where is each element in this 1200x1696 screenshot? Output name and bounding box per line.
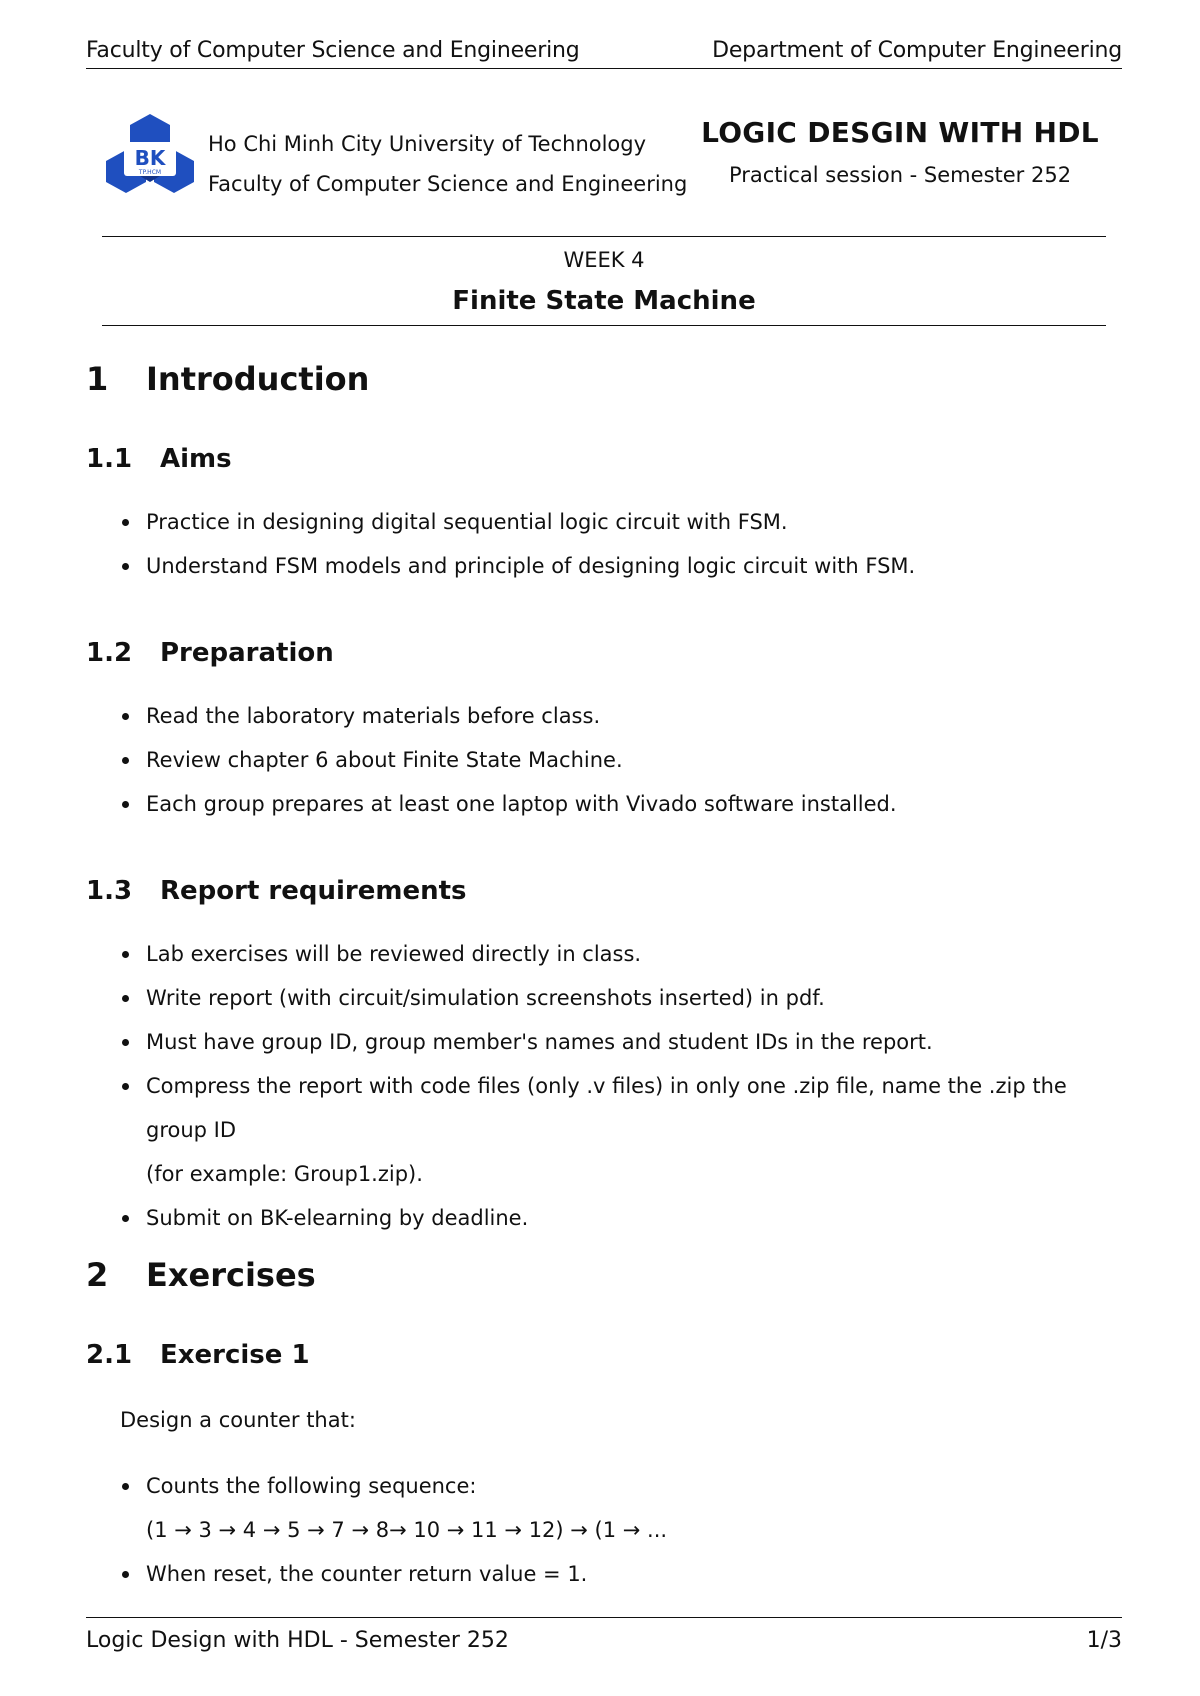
list-item: Write report (with circuit/simulation screenshots inserted) in pdf. xyxy=(118,976,1128,1020)
faculty-name: Faculty of Computer Science and Engineering xyxy=(208,172,688,196)
list-item xyxy=(118,1464,1128,1552)
footer-rule xyxy=(86,1617,1122,1618)
institution-block xyxy=(208,124,687,204)
list-item-line: Counts the following sequence: xyxy=(146,1474,477,1498)
title-rule-bottom xyxy=(102,325,1106,326)
subsection-preparation-heading xyxy=(86,638,334,668)
subsection-exercise1-heading xyxy=(86,1340,310,1370)
university-logo-icon xyxy=(104,112,196,204)
list-item xyxy=(118,1064,1128,1196)
section-number: 1 xyxy=(86,360,109,398)
preparation-list xyxy=(118,694,1128,826)
header-rule xyxy=(86,68,1122,69)
section-number: 2 xyxy=(86,1256,109,1294)
logo-text: BK xyxy=(134,146,166,170)
subsection-title: Preparation xyxy=(160,638,334,668)
subsection-number: 1.2 xyxy=(86,638,133,668)
section-introduction-heading xyxy=(86,360,369,398)
subsection-number: 2.1 xyxy=(86,1340,133,1370)
subsection-number: 1.1 xyxy=(86,444,133,474)
course-subtitle: Practical session - Semester 252 xyxy=(728,163,1072,187)
exercise1-list xyxy=(118,1464,1128,1596)
list-item: Read the laboratory materials before class. xyxy=(118,694,1128,738)
page-number: 1/3 xyxy=(1086,1628,1122,1653)
report-list xyxy=(118,932,1128,1240)
list-item: Each group prepares at least one laptop with Vivado software installed. xyxy=(118,782,1128,826)
running-footer xyxy=(86,1628,1122,1653)
subsection-title: Aims xyxy=(160,444,232,474)
title-rule-top xyxy=(102,236,1106,237)
course-title: LOGIC DESGIN WITH HDL xyxy=(701,116,1099,149)
week-label: WEEK 4 xyxy=(563,248,645,272)
list-item: Understand FSM models and principle of designing logic circuit with FSM. xyxy=(118,544,1128,588)
course-block xyxy=(700,116,1100,187)
header-faculty: Faculty of Computer Science and Engineering xyxy=(86,38,580,63)
running-header xyxy=(86,38,1122,63)
subsection-report-heading xyxy=(86,876,467,906)
list-item: Must have group ID, group member's names and student IDs in the report. xyxy=(118,1020,1128,1064)
counter-sequence: (1 → 3 → 4 → 5 → 7 → 8→ 10 → 11 → 12) → (1 → ... xyxy=(146,1518,668,1542)
subsection-title: Exercise 1 xyxy=(160,1340,310,1370)
list-item: Review chapter 6 about Finite State Machine. xyxy=(118,738,1128,782)
exercise1-intro: Design a counter that: xyxy=(120,1408,356,1432)
subsection-title: Report requirements xyxy=(160,876,467,906)
list-item: Submit on BK-elearning by deadline. xyxy=(118,1196,1128,1240)
list-item: When reset, the counter return value = 1. xyxy=(118,1552,1128,1596)
list-item: Practice in designing digital sequential logic circuit with FSM. xyxy=(118,500,1128,544)
section-title: Introduction xyxy=(146,360,370,398)
logo-subtext: TP.HCM xyxy=(138,169,162,176)
subsection-number: 1.3 xyxy=(86,876,133,906)
list-item-line: (for example: Group1.zip). xyxy=(146,1162,423,1186)
section-title: Exercises xyxy=(146,1256,316,1294)
footer-course: Logic Design with HDL - Semester 252 xyxy=(86,1628,509,1653)
list-item-line: Compress the report with code files (only .v files) in only one .zip file, name the .zip the group ID xyxy=(146,1074,1067,1142)
list-item: Lab exercises will be reviewed directly in class. xyxy=(118,932,1128,976)
document-title: Finite State Machine xyxy=(452,286,756,316)
header-department: Department of Computer Engineering xyxy=(712,38,1122,63)
university-name: Ho Chi Minh City University of Technology xyxy=(208,132,647,156)
section-exercises-heading xyxy=(86,1256,316,1294)
aims-list xyxy=(118,500,1128,588)
subsection-aims-heading xyxy=(86,444,232,474)
